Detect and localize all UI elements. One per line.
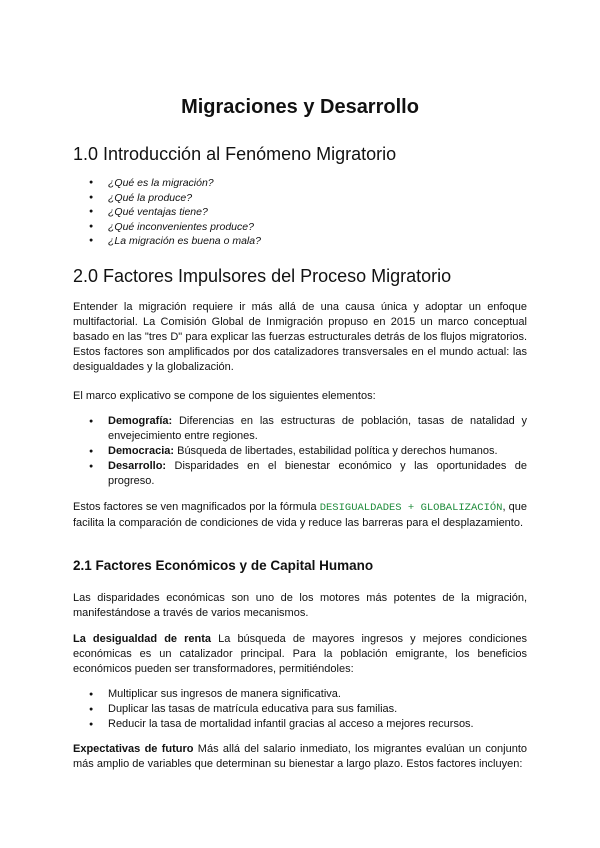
list-item: ● ¿Qué la produce?: [73, 191, 527, 206]
section-heading-factors: 2.0 Factores Impulsores del Proceso Migratorio: [73, 266, 452, 286]
benefits-list: [73, 687, 527, 732]
list-item: ● ¿Qué es la migración?: [73, 176, 527, 191]
p3-text-before: Estos factores se ven magnificados por la fórmula: [73, 501, 320, 513]
framework-elements-list: [73, 414, 527, 489]
income-text: La búsqueda de mayores ingresos y mejores condiciones económicas es un catalizador principal. Para la población emigrante, los beneficios económicos pueden ser transformadores, permitiéndoles:: [73, 633, 528, 675]
list-item: ● ¿Qué inconvenientes produce?: [73, 220, 527, 235]
element-term: Demografía:: [108, 415, 173, 427]
section-heading-intro: 1.0 Introducción al Fenómeno Migratorio: [73, 144, 397, 164]
p3-text-after: , que facilita la comparación de condiciones de vida y reduce las barreras para el desplazamiento.: [73, 501, 528, 529]
future-text: Más allá del salario inmediato, los migrantes evalúan un conjunto más amplio de variables que determinan su bienestar a largo plazo. Estos factores incluyen:: [73, 743, 527, 770]
economic-paragraph-1: Las disparidades económicas son uno de los motores más potentes de la migración, manifestándose a través de varios mecanismos.: [73, 592, 527, 619]
element-text: Disparidades en el bienestar económico y las oportunidades de progreso.: [108, 460, 527, 487]
element-term: Democracia:: [108, 445, 175, 457]
list-item: [73, 444, 527, 459]
subsection-heading-economic: 2.1 Factores Económicos y de Capital Humano: [73, 558, 374, 573]
list-item: [73, 414, 527, 444]
list-item: ● Reducir la tasa de mortalidad infantil gracias al acceso a mejores recursos.: [73, 717, 527, 732]
list-item: ● ¿La migración es buena o mala?: [73, 234, 527, 249]
factors-paragraph-1: Entender la migración requiere ir más allá de una causa única y adoptar un enfoque multifactorial. La Comisión Global de Inmigración propuso en 2015 un marco conceptual basado en las "tres D" para explicar las fuerzas estructurales detrás de los flujos migratorios. Estos factores son amplificados por dos catalizadores transversales en el mundo actual: las desigualdades y la globalización.: [73, 301, 527, 373]
list-item: ● Duplicar las tasas de matrícula educativa para sus familias.: [73, 702, 527, 717]
element-text: Búsqueda de libertades, estabilidad política y derechos humanos.: [174, 445, 498, 457]
list-item: ● Multiplicar sus ingresos de manera significativa.: [73, 687, 527, 702]
element-term: Desarrollo:: [108, 460, 167, 472]
formula-code: DESIGUALDADES + GLOBALIZACIÓN: [319, 502, 503, 514]
factors-paragraph-2: El marco explicativo se compone de los siguientes elementos:: [73, 390, 376, 402]
list-item: ● ¿Qué ventajas tiene?: [73, 205, 527, 220]
element-text: Diferencias en las estructuras de población, tasas de natalidad y envejecimiento entre regiones.: [108, 415, 527, 442]
list-item: [73, 459, 527, 489]
factors-paragraph-3: [73, 500, 527, 531]
future-term: Expectativas de futuro: [73, 743, 194, 755]
income-inequality-paragraph: [73, 632, 527, 677]
document-title: Migraciones y Desarrollo: [181, 96, 419, 118]
future-expectations-paragraph: [73, 742, 527, 772]
intro-question-list: [73, 176, 527, 249]
income-term: La desigualdad de renta: [73, 633, 212, 645]
